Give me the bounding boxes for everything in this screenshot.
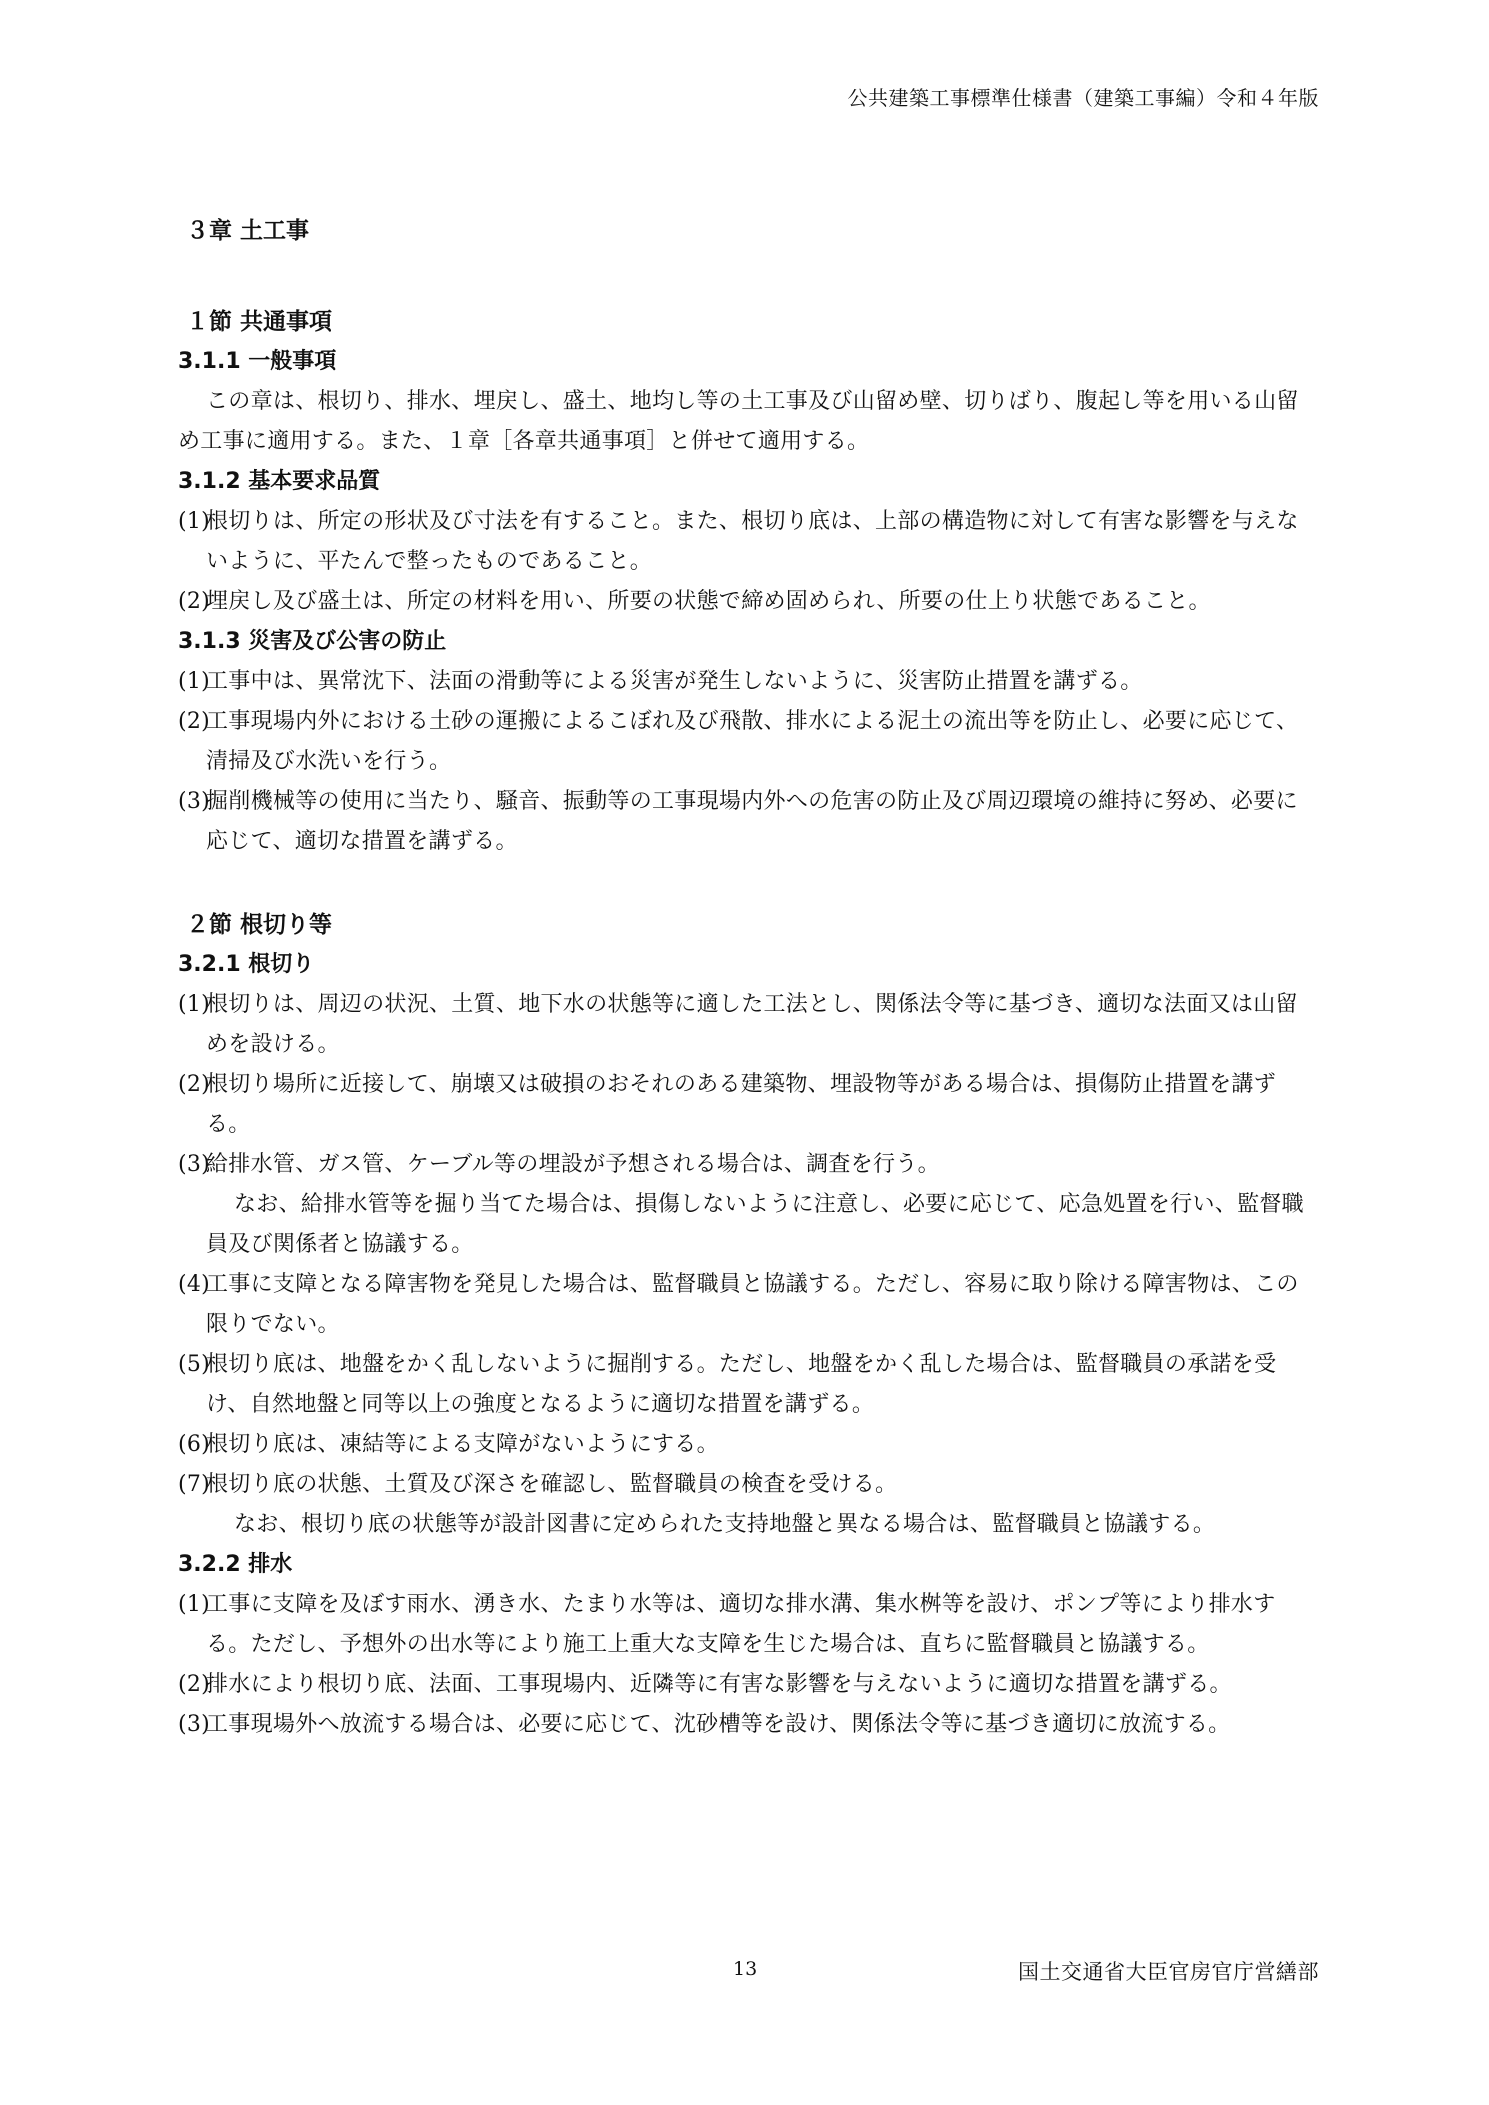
section-title-2: ２節 根切り等 xyxy=(186,912,333,938)
item-number: (1) xyxy=(178,992,211,1017)
item-number: (2) xyxy=(178,709,211,734)
item-text: 工事に支障を及ぼす雨水、湧き水、たまり水等は、適切な排水溝、集水桝等を設け、ポンプ等により排水する。ただし、予想外の出水等により施工上重大な支障を生じた場合は、直ちに監督職員と協議する。 xyxy=(206,1592,1276,1657)
list-item xyxy=(178,1705,1318,1745)
list-item xyxy=(178,782,1318,862)
list-item xyxy=(178,1425,1318,1465)
list-item xyxy=(178,1345,1318,1425)
item-text: 給排水管、ガス管、ケーブル等の埋設が予想される場合は、調査を行う。 xyxy=(206,1152,940,1177)
subsection-title-3-1-2: 3.1.2 基本要求品質 xyxy=(178,469,381,494)
item-text: 掘削機械等の使用に当たり、騒音、振動等の工事現場内外への危害の防止及び周辺環境の維持に努め、必要に応じて、適切な措置を講ずる。 xyxy=(206,789,1298,854)
footer-organization: 国土交通省大臣官房官庁営繕部 xyxy=(1018,1960,1319,1984)
item-text: 排水により根切り底、法面、工事現場内、近隣等に有害な影響を与えないように適切な措置を講ずる。 xyxy=(206,1672,1232,1697)
list-item xyxy=(178,1145,1318,1185)
list-item xyxy=(178,1465,1318,1505)
note-paragraph: なお、給排水管等を掘り当てた場合は、損傷しないように注意し、必要に応じて、応急処置を行い、監督職員及び関係者と協議する。 xyxy=(206,1192,1304,1257)
list-item xyxy=(178,1265,1318,1345)
item-number: (7) xyxy=(178,1472,211,1497)
list-item xyxy=(178,502,1318,582)
item-text: 工事現場内外における土砂の運搬によるこぼれ及び飛散、排水による泥土の流出等を防止し、必要に応じて、清掃及び水洗いを行う。 xyxy=(206,709,1299,774)
list-item xyxy=(178,1065,1318,1145)
list-item xyxy=(178,1585,1318,1665)
item-text: 根切り底の状態、土質及び深さを確認し、監督職員の検査を受ける。 xyxy=(206,1472,898,1497)
item-number: (3) xyxy=(178,1712,211,1737)
subsection-title-3-1-1: 3.1.1 一般事項 xyxy=(178,349,337,374)
item-number: (1) xyxy=(178,669,211,694)
item-number: (1) xyxy=(178,509,211,534)
document-body xyxy=(178,212,1318,1745)
item-number: (4) xyxy=(178,1272,211,1297)
item-text: 根切り底は、凍結等による支障がないようにする。 xyxy=(206,1432,719,1457)
item-number: (6) xyxy=(178,1432,211,1457)
subsection-title-3-1-3: 3.1.3 災害及び公害の防止 xyxy=(178,629,447,654)
item-number: (1) xyxy=(178,1592,211,1617)
list-item xyxy=(178,985,1318,1065)
list-item xyxy=(178,662,1318,702)
item-number: (2) xyxy=(178,1672,211,1697)
item-text: 工事に支障となる障害物を発見した場合は、監督職員と協議する。ただし、容易に取り除ける障害物は、この限りでない。 xyxy=(206,1272,1299,1337)
item-text: 埋戻し及び盛土は、所定の材料を用い、所要の状態で締め固められ、所要の仕上り状態であること。 xyxy=(206,589,1211,614)
list-item xyxy=(178,582,1318,622)
item-number: (3) xyxy=(178,1152,211,1177)
list-item xyxy=(178,1665,1318,1705)
paragraph-3-1-1: この章は、根切り、排水、埋戻し、盛土、地均し等の土工事及び山留め壁、切りばり、腹起し等を用いる山留め工事に適用する。また、１章［各章共通事項］と併せて適用する。 xyxy=(178,389,1299,454)
subsection-title-3-2-2: 3.2.2 排水 xyxy=(178,1552,293,1577)
item-text: 工事現場外へ放流する場合は、必要に応じて、沈砂槽等を設け、関係法令等に基づき適切に放流する。 xyxy=(206,1712,1231,1737)
item-number: (3) xyxy=(178,789,211,814)
item-text: 根切りは、所定の形状及び寸法を有すること。また、根切り底は、上部の構造物に対して有害な影響を与えないように、平たんで整ったものであること。 xyxy=(206,509,1299,574)
item-number: (5) xyxy=(178,1352,211,1377)
item-text: 工事中は、異常沈下、法面の滑動等による災害が発生しないように、災害防止措置を講ずる。 xyxy=(206,669,1143,694)
page-number: 13 xyxy=(733,1958,758,1980)
subsection-title-3-2-1: 3.2.1 根切り xyxy=(178,952,315,977)
item-text: 根切り底は、地盤をかく乱しないように掘削する。ただし、地盤をかく乱した場合は、監督職員の承諾を受け、自然地盤と同等以上の強度となるように適切な措置を講ずる。 xyxy=(206,1352,1277,1417)
item-text: 根切りは、周辺の状況、土質、地下水の状態等に適した工法とし、関係法令等に基づき、適切な法面又は山留めを設ける。 xyxy=(206,992,1298,1057)
list-item xyxy=(178,702,1318,782)
chapter-title: ３章 土工事 xyxy=(186,218,310,244)
item-number: (2) xyxy=(178,1072,211,1097)
item-text: 根切り場所に近接して、崩壊又は破損のおそれのある建築物、埋設物等がある場合は、損傷防止措置を講ずる。 xyxy=(206,1072,1276,1137)
document-header-title: 公共建築工事標準仕様書（建築工事編）令和４年版 xyxy=(847,86,1319,110)
note-paragraph: なお、根切り底の状態等が設計図書に定められた支持地盤と異なる場合は、監督職員と協議する。 xyxy=(234,1512,1216,1537)
section-title-1: １節 共通事項 xyxy=(186,309,333,335)
item-number: (2) xyxy=(178,589,211,614)
